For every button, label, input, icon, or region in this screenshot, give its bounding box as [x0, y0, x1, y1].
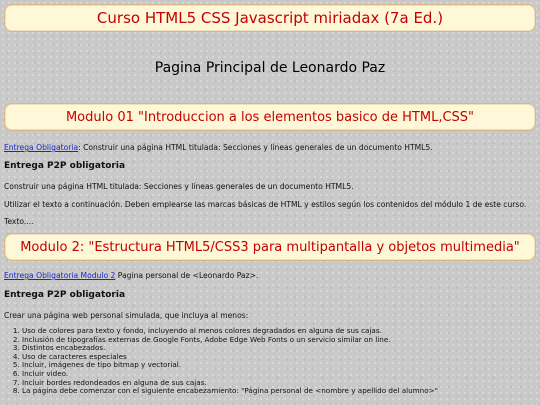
- entrega-obligatoria-modulo2-link[interactable]: Entrega Obligatoria Modulo 2: [4, 271, 116, 280]
- list-item: 5. Incluir, imágenes de tipo bitmap y vectorial.: [22, 361, 438, 370]
- list-item: 2. Inclusión de tipografías externas de Google Fonts, Adobe Edge Web Fonts o un servicio similar on line.: [22, 336, 438, 345]
- page-title: Pagina Principal de Leonardo Paz: [154, 60, 386, 76]
- requirements-list: [8, 327, 438, 396]
- modulo2-intro: Crear una página web personal simulada, que incluya al menos:: [4, 311, 249, 320]
- course-title-banner: [4, 4, 536, 32]
- modulo2-title: Modulo 2: "Estructura HTML5/CSS3 para multipantalla y objetos multimedia": [20, 239, 520, 255]
- list-item: 3. Distintos encabezados.: [22, 344, 438, 353]
- modulo1-title: Modulo 01 "Introduccion a los elementos basico de HTML,CSS": [65, 109, 475, 125]
- modulo1-paragraph-3: Texto....: [4, 217, 34, 226]
- list-item: 7. Incluir bordes redondeados en alguna de sus cajas.: [22, 379, 438, 388]
- entrega-obligatoria-desc: : Construir una página HTML titulada: Secciones y líneas generales de un documento HTML5.: [78, 143, 433, 152]
- modulo1-entrega-line: [4, 143, 433, 152]
- modulo1-banner: [4, 103, 536, 131]
- modulo2-p2p-heading: Entrega P2P obligatoria: [4, 290, 126, 300]
- list-item: 1. Uso de colores para texto y fondo, incluyendo al menos colores degradados en alguna de sus cajas.: [22, 327, 438, 336]
- modulo1-p2p-heading: Entrega P2P obligatoria: [4, 161, 126, 171]
- list-item: 4. Uso de caracteres especiales: [22, 353, 438, 362]
- modulo1-paragraph-1: Construir una página HTML titulada: Secciones y líneas generales de un documento HTML5.: [4, 182, 354, 191]
- list-item: 8. La página debe comenzar con el siguiente encabezamiento: "Página personal de <nombre y apellido del alumno>": [22, 387, 438, 396]
- modulo2-banner: [4, 233, 536, 261]
- modulo2-entrega-line: [4, 271, 258, 280]
- modulo1-paragraph-2: Utilizar el texto a continuación. Deben emplearse las marcas básicas de HTML y estilos según los contenidos del módulo 1 de este curso.: [4, 200, 527, 209]
- course-title: Curso HTML5 CSS Javascript miriadax (7a Ed.): [96, 9, 444, 27]
- entrega-modulo2-desc: Pagina personal de <Leonardo Paz>.: [115, 271, 259, 280]
- entrega-obligatoria-link[interactable]: Entrega Obligatoria: [4, 143, 79, 152]
- list-item: 6. Incluir video.: [22, 370, 438, 379]
